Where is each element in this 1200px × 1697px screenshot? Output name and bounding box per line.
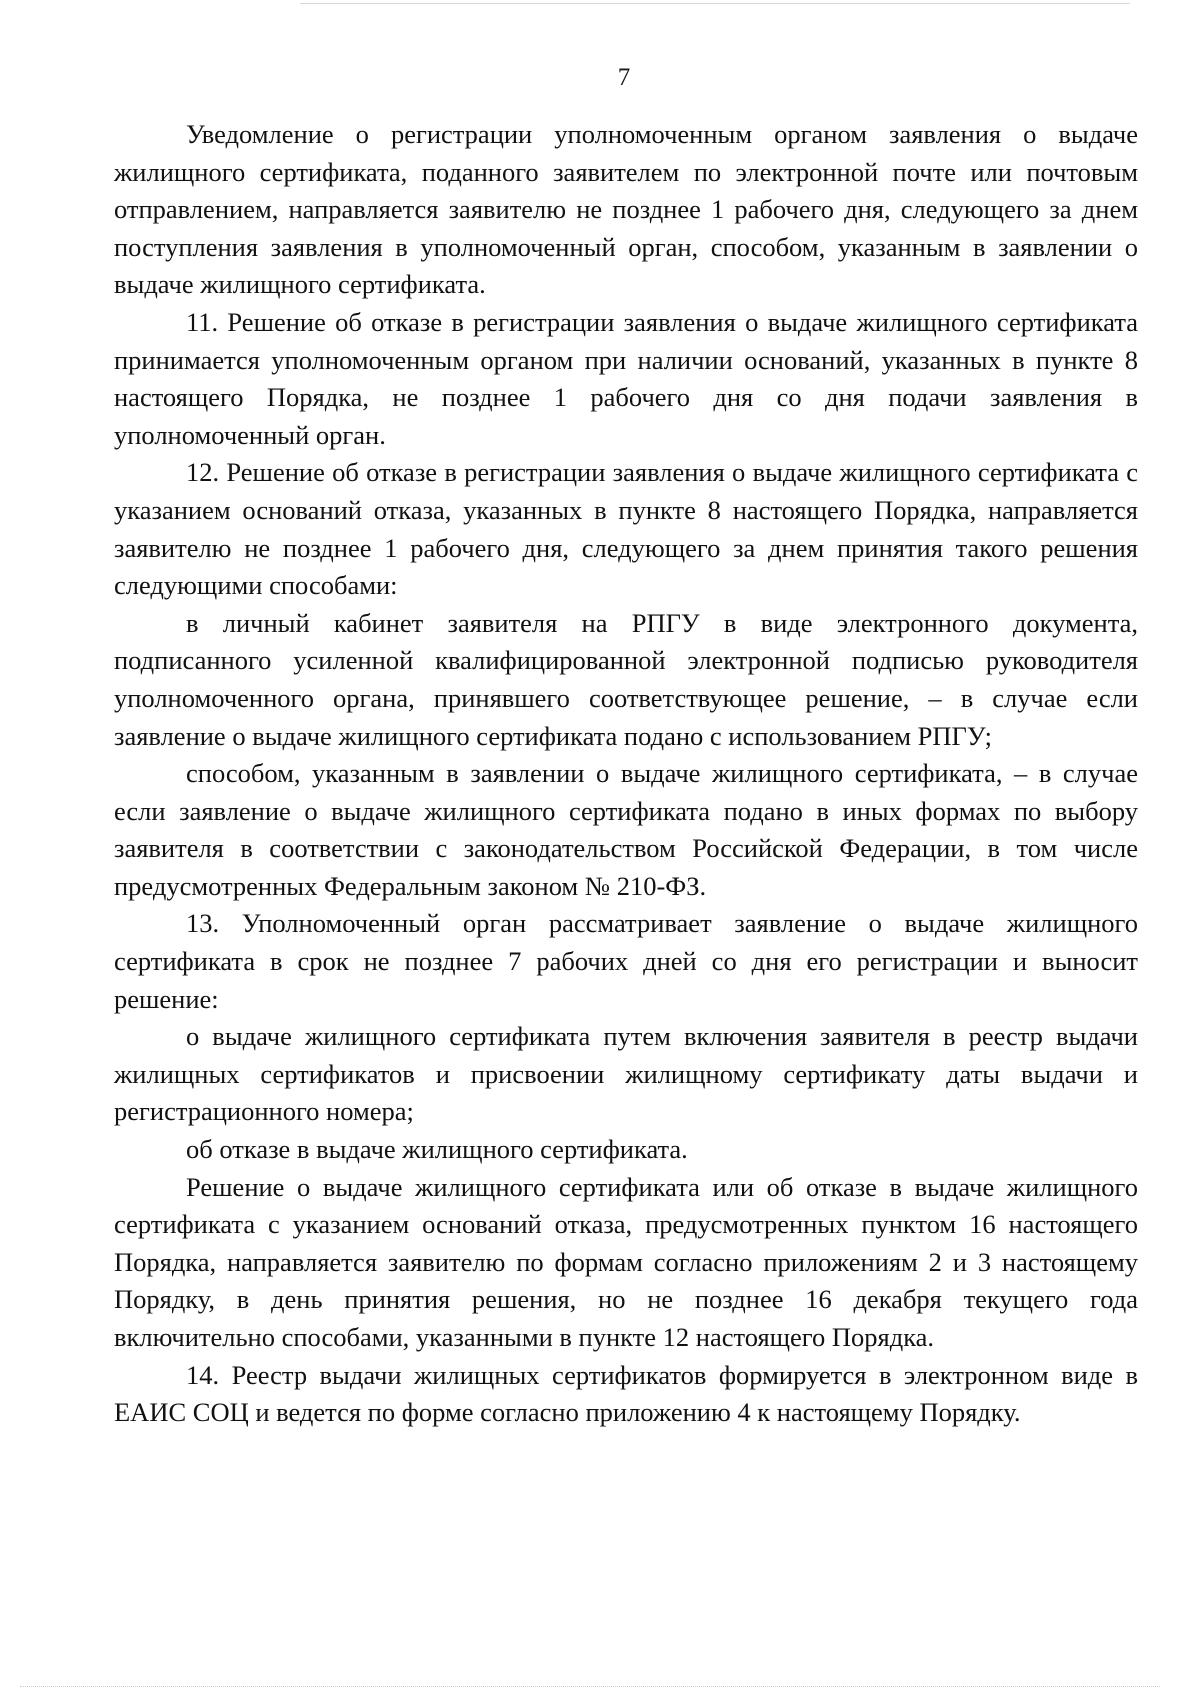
paragraph-item-12: 12. Решение об отказе в регистрации заявления о выдаче жилищного сертификата с указанием оснований отказа, указанных в пункте 8 настоящего Порядка, направляется заявителю не позднее 1 рабочего дня, следующего за днем принятия такого решения следующими способами: [114,457,1138,601]
paragraph-decision-sending: Решение о выдаче жилищного сертификата или об отказе в выдаче жилищного сертификата с указанием оснований отказа, предусмотренных пунктом 16 настоящего Порядка, направляется заявителю по формам согласно приложениям 2 и 3 настоящему Порядку, в день принятия решения, но не позднее 16 декабря текущего года включительно способами, указанными в пункте 12 настоящего Порядка. [114,1171,1138,1352]
scan-edge-bottom [20,1686,1160,1688]
paragraph-decision-issue: о выдаче жилищного сертификата путем включения заявителя в реестр выдачи жилищных сертификатов и присвоении жилищному сертификату даты выдачи и регистрационного номера; [114,1021,1138,1127]
paragraph-item-14: 14. Реестр выдачи жилищных сертификатов формируется в электронном виде в ЕАИС СОЦ и ведется по форме согласно приложению 4 к настоящему Порядку. [114,1359,1138,1428]
paragraph-decision-refuse: об отказе в выдаче жилищного сертификата. [186,1134,688,1165]
document-body [114,116,1138,1432]
paragraph-item-11: 11. Решение об отказе в регистрации заявления о выдаче жилищного сертификата принимается уполномоченным органом при наличии оснований, указанных в пункте 8 настоящего Порядка, не позднее 1 рабочего дня со дня подачи заявления в уполномоченный орган. [114,306,1138,450]
paragraph-method-rpgu: в личный кабинет заявителя на РПГУ в виде электронного документа, подписанного усиленной квалифицированной электронной подписью руководителя уполномоченного органа, принявшего соответствующее решение, – в случае если заявление о выдаче жилищного сертификата подано с использованием РПГУ; [114,607,1138,751]
paragraph-notification: Уведомление о регистрации уполномоченным органом заявления о выдаче жилищного сертификата, поданного заявителем по электронной почте или почтовым отправлением, направляется заявителю не позднее 1 рабочего дня, следующего за днем поступления заявления в уполномоченный орган, способом, указанным в заявлении о выдаче жилищного сертификата. [114,119,1138,300]
scan-edge-top [300,3,1130,4]
page-number: 7 [617,64,631,91]
paragraph-method-other: способом, указанным в заявлении о выдаче жилищного сертификата, – в случае если заявление о выдаче жилищного сертификата подано в иных формах по выбору заявителя в соответствии с законодательством Российской Федерации, в том числе предусмотренных Федеральным законом № 210-ФЗ. [114,758,1138,901]
paragraph-item-13: 13. Уполномоченный орган рассматривает заявление о выдаче жилищного сертификата в срок не позднее 7 рабочих дней со дня его регистрации и выносит решение: [114,908,1138,1014]
